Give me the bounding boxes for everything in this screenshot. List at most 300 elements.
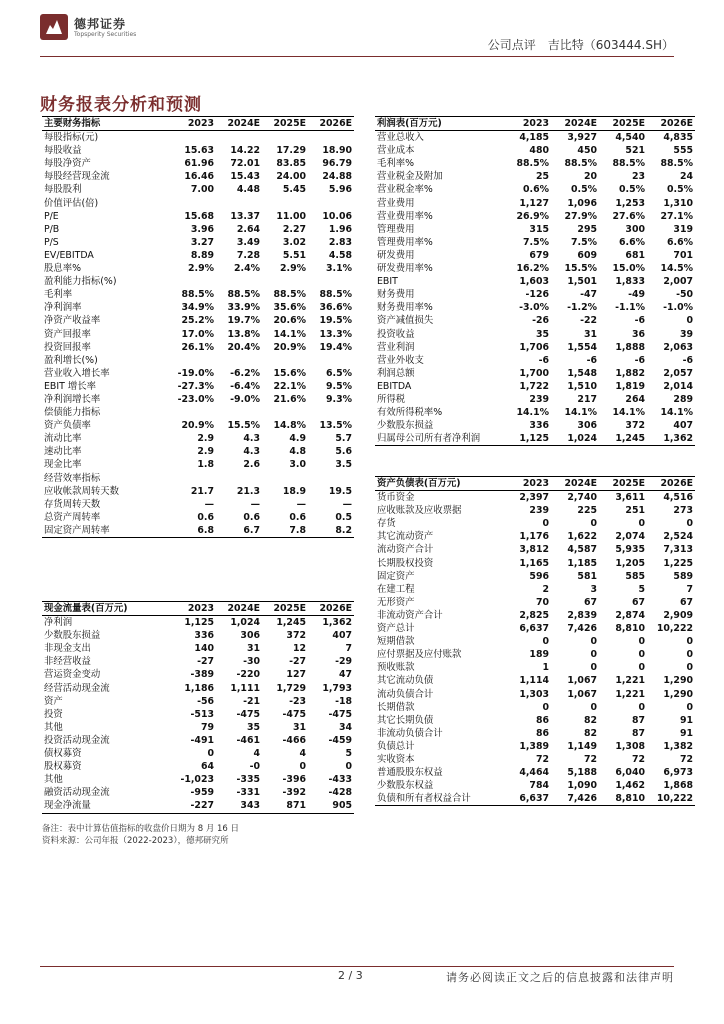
- cell-value: -6: [634, 315, 645, 327]
- cell-value: 1,176: [519, 531, 549, 543]
- cell-value: 1,700: [519, 367, 549, 379]
- cell-value: 5.45: [282, 184, 306, 196]
- cell-value: -126: [525, 289, 549, 301]
- row-label: 营业费用率%: [377, 210, 433, 222]
- cell-value: 31: [292, 721, 306, 733]
- cell-value: 2.9%: [187, 263, 214, 275]
- cell-value: 15.63: [184, 145, 214, 157]
- cell-value: 16.2%: [516, 263, 549, 275]
- cell-value: 36.6%: [319, 302, 352, 314]
- cell-value: 1,067: [567, 675, 597, 687]
- cell-value: 20.9%: [181, 420, 214, 432]
- cell-value: 1,127: [519, 197, 549, 209]
- cell-value: 23: [631, 171, 645, 183]
- table-row: [375, 779, 695, 792]
- cell-value: 1,165: [519, 557, 549, 569]
- cell-value: 1,888: [615, 341, 645, 353]
- cell-value: 0: [590, 649, 597, 661]
- cell-value: 17.29: [276, 145, 306, 157]
- row-label: 少数股东损益: [44, 630, 101, 642]
- cell-value: [170, 275, 216, 288]
- cell-value: 2,074: [615, 531, 645, 543]
- table-row: [375, 223, 695, 236]
- table-row: [375, 557, 695, 570]
- cell-value: -475: [328, 708, 352, 720]
- company-logo: [40, 14, 170, 42]
- cell-value: 5: [345, 748, 352, 760]
- row-label: 短期借款: [377, 636, 415, 648]
- cell-value: 21.6%: [273, 393, 306, 405]
- table-title: 利润表(百万元): [375, 117, 503, 131]
- cell-value: 88.5%: [516, 158, 549, 170]
- table-header-row: [42, 117, 354, 131]
- row-label: 长期股权投资: [377, 557, 434, 569]
- table-row: [42, 695, 354, 708]
- table-row: [375, 714, 695, 727]
- row-label: 投资收益: [377, 328, 415, 340]
- row-label: 总资产周转率: [44, 511, 101, 523]
- balance-sheet-table: [375, 476, 695, 806]
- table-row: [375, 393, 695, 406]
- year-header: 2024E: [216, 117, 262, 131]
- cell-value: 14.1%: [516, 407, 549, 419]
- cell-value: 0.6: [243, 511, 260, 523]
- cell-value: 336: [194, 630, 214, 642]
- cell-value: 0: [638, 701, 645, 713]
- table-row: [375, 688, 695, 701]
- cell-value: 7,426: [567, 623, 597, 635]
- cell-value: -959: [190, 787, 214, 799]
- cell-value: 1,308: [615, 740, 645, 752]
- cell-value: 1,382: [663, 740, 693, 752]
- row-label: 净利润增长率: [44, 393, 101, 405]
- table-row: [42, 445, 354, 458]
- row-label: 有效所得税率%: [377, 407, 443, 419]
- cell-value: 140: [194, 643, 214, 655]
- cell-value: 87: [631, 714, 645, 726]
- cell-value: 14.1%: [273, 328, 306, 340]
- row-label: 普通股股东权益: [377, 767, 443, 779]
- row-label: 实收资本: [377, 753, 415, 765]
- cell-value: -23: [289, 695, 306, 707]
- cell-value: 15.5%: [564, 263, 597, 275]
- cell-value: 0: [638, 662, 645, 674]
- cell-value: -331: [236, 787, 260, 799]
- row-label: 资产减值损失: [377, 315, 434, 327]
- cell-value: 47: [338, 669, 352, 681]
- row-label: 利润总额: [377, 367, 415, 379]
- cell-value: 0.5%: [666, 184, 693, 196]
- cell-value: 64: [200, 761, 214, 773]
- table-row: [375, 183, 695, 196]
- table-row: [42, 210, 354, 223]
- cell-value: 19.5: [328, 485, 352, 497]
- year-header: 2025E: [599, 477, 647, 491]
- table-row: [42, 393, 354, 406]
- table-header-row: [42, 602, 354, 616]
- cell-value: 14.5%: [660, 263, 693, 275]
- cell-value: 0: [686, 315, 693, 327]
- year-header: 2025E: [262, 117, 308, 131]
- year-header: 2026E: [647, 117, 695, 131]
- cell-value: 72: [679, 753, 693, 765]
- cell-value: 88.5%: [273, 289, 306, 301]
- row-label: P/E: [44, 210, 59, 222]
- row-label: 每股指标(元): [44, 132, 99, 144]
- cell-value: 0: [590, 662, 597, 674]
- cell-value: 6,973: [663, 767, 693, 779]
- row-label: 投资回报率: [44, 341, 91, 353]
- table-row: [42, 288, 354, 301]
- cell-value: [216, 197, 262, 210]
- table-row: [375, 275, 695, 288]
- cell-value: 0: [590, 636, 597, 648]
- cell-value: 4.3: [243, 446, 260, 458]
- year-header: 2024E: [216, 602, 262, 616]
- cell-value: —: [296, 498, 306, 510]
- cell-value: 295: [577, 223, 597, 235]
- cell-value: 10,222: [647, 792, 695, 806]
- cell-value: 273: [673, 505, 693, 517]
- cell-value: 17.0%: [181, 328, 214, 340]
- cell-value: 0.6: [289, 511, 306, 523]
- row-label: 财务费用率%: [377, 302, 433, 314]
- table-row: [375, 367, 695, 380]
- cell-value: 1,303: [519, 688, 549, 700]
- cell-value: 315: [529, 223, 549, 235]
- cell-value: 2.6: [243, 459, 260, 471]
- cell-value: [262, 354, 308, 367]
- table-row: [42, 432, 354, 445]
- cell-value: -3.0%: [519, 302, 549, 314]
- cell-value: 34: [338, 721, 352, 733]
- row-label: 归属母公司所有者净利润: [375, 432, 503, 446]
- cell-value: 239: [529, 505, 549, 517]
- cell-value: -389: [190, 669, 214, 681]
- cell-value: 1,024: [230, 617, 260, 629]
- cell-value: 3.49: [236, 236, 260, 248]
- cell-value: 5: [638, 583, 645, 595]
- table-row: [375, 543, 695, 556]
- table-row: [375, 674, 695, 687]
- table-row: [42, 616, 354, 630]
- income-statement-table: [375, 116, 695, 446]
- cell-value: 61.96: [184, 158, 214, 170]
- row-label: EBIT: [377, 276, 398, 288]
- cell-value: 2.9: [197, 433, 214, 445]
- logo-subtext: Topsperity Securities: [74, 31, 137, 38]
- table-header-row: [375, 477, 695, 491]
- cell-value: 35.6%: [273, 302, 306, 314]
- cell-value: -1.2%: [567, 302, 597, 314]
- cell-value: 1,882: [615, 367, 645, 379]
- cell-value: 14.1%: [612, 407, 645, 419]
- cell-value: [216, 472, 262, 485]
- cell-value: 127: [286, 669, 306, 681]
- row-label: 营业总收入: [377, 132, 424, 144]
- cell-value: 1,024: [551, 432, 599, 446]
- header-divider: [40, 56, 674, 57]
- cell-value: 15.5%: [227, 420, 260, 432]
- cell-value: -27.3%: [177, 380, 214, 392]
- cell-value: 6.6%: [618, 236, 645, 248]
- cell-value: -428: [328, 787, 352, 799]
- cell-value: 1,462: [615, 780, 645, 792]
- table-row: [42, 472, 354, 485]
- cell-value: 15.43: [230, 171, 260, 183]
- table-row: [42, 485, 354, 498]
- cell-value: 14.22: [230, 145, 260, 157]
- cell-value: 88.5%: [612, 158, 645, 170]
- cell-value: 0: [590, 701, 597, 713]
- cell-value: 3,611: [615, 492, 645, 504]
- table-row: [42, 747, 354, 760]
- year-header: 2024E: [551, 117, 599, 131]
- cell-value: 1,205: [615, 557, 645, 569]
- cell-value: 15.68: [184, 210, 214, 222]
- row-label: 货币资金: [377, 492, 415, 504]
- cell-value: -461: [236, 734, 260, 746]
- row-label: 预收账款: [377, 662, 415, 674]
- cell-value: 336: [529, 420, 549, 432]
- row-label: 每股经营现金流: [44, 171, 110, 183]
- cell-value: 13.8%: [227, 328, 260, 340]
- cell-value: 4,540: [615, 132, 645, 144]
- cell-value: 1,090: [567, 780, 597, 792]
- footer-disclaimer: 请务必阅读正文之后的信息披露和法律声明: [446, 971, 674, 984]
- cell-value: 217: [577, 393, 597, 405]
- table-row: [375, 210, 695, 223]
- cell-value: 67: [631, 596, 645, 608]
- cell-value: 4.9: [289, 433, 306, 445]
- cell-value: 6,040: [615, 767, 645, 779]
- cell-value: 1.8: [197, 459, 214, 471]
- cell-value: 0.6: [197, 511, 214, 523]
- row-label: 其它长期负债: [377, 714, 434, 726]
- row-label: 营业费用: [377, 197, 415, 209]
- table-row: [375, 157, 695, 170]
- cell-value: 1,833: [615, 276, 645, 288]
- cell-value: 189: [529, 649, 549, 661]
- row-label: 盈利能力指标(%): [44, 276, 117, 288]
- cell-value: 88.5%: [181, 289, 214, 301]
- cell-value: 13.3%: [319, 328, 352, 340]
- cell-value: 1,253: [615, 197, 645, 209]
- row-label: 净利润: [44, 617, 73, 629]
- cell-value: -49: [628, 289, 645, 301]
- cell-value: 1,125: [503, 432, 551, 446]
- cell-value: 4.8: [289, 446, 306, 458]
- cell-value: 681: [625, 249, 645, 261]
- row-label: 非流动资产合计: [377, 609, 443, 621]
- cell-value: 35: [246, 721, 260, 733]
- cell-value: 1,096: [567, 197, 597, 209]
- table-title: 现金流量表(百万元): [42, 602, 170, 616]
- cell-value: 67: [583, 596, 597, 608]
- table-row: [42, 406, 354, 419]
- row-label: 速动比率: [44, 446, 82, 458]
- cell-value: -27: [289, 656, 306, 668]
- row-label: 融资活动现金流: [44, 787, 110, 799]
- cell-value: 4,516: [663, 492, 693, 504]
- cell-value: 585: [625, 570, 645, 582]
- table-row: [375, 354, 695, 367]
- cell-value: 96.79: [322, 158, 352, 170]
- cell-value: 0: [686, 649, 693, 661]
- cell-value: 3.96: [190, 223, 214, 235]
- table-row: [42, 144, 354, 157]
- cell-value: -6.4%: [230, 380, 260, 392]
- row-label: 应收帐款周转天数: [44, 485, 120, 497]
- row-label: EV/EBITDA: [44, 249, 94, 261]
- table-row: [375, 661, 695, 674]
- cell-value: 609: [577, 249, 597, 261]
- page-number: 2 / 3: [338, 969, 363, 982]
- section-title: 财务报表分析和预测: [40, 95, 202, 115]
- cell-value: 20.9%: [273, 341, 306, 353]
- cell-value: 1,722: [519, 380, 549, 392]
- row-label: 营业税金率%: [377, 184, 433, 196]
- row-label: EBIT 增长率: [44, 380, 96, 392]
- cell-value: [262, 472, 308, 485]
- cell-value: 905: [308, 799, 354, 813]
- table-row: [375, 504, 695, 517]
- cell-value: 1,793: [322, 682, 352, 694]
- cell-value: 6,637: [503, 792, 551, 806]
- table-row: [375, 406, 695, 419]
- cell-value: 5,935: [615, 544, 645, 556]
- cell-value: 6.8: [170, 524, 216, 538]
- cell-value: 1,225: [663, 557, 693, 569]
- cell-value: -30: [243, 656, 260, 668]
- cell-value: [308, 354, 354, 367]
- cell-value: 20.6%: [273, 315, 306, 327]
- table-row: [375, 236, 695, 249]
- table-row: [42, 629, 354, 642]
- cell-value: 14.1%: [564, 407, 597, 419]
- cell-value: -1,023: [180, 774, 214, 786]
- cell-value: -491: [190, 734, 214, 746]
- cell-value: 26.1%: [181, 341, 214, 353]
- cell-value: [308, 197, 354, 210]
- cell-value: 7.5%: [570, 236, 597, 248]
- table-header-row: [375, 117, 695, 131]
- cell-value: 1,067: [567, 688, 597, 700]
- cell-value: 31: [246, 643, 260, 655]
- cell-value: 2,057: [663, 367, 693, 379]
- table-row: [375, 727, 695, 740]
- cell-value: 1,290: [663, 688, 693, 700]
- cell-value: 24.88: [322, 171, 352, 183]
- row-label: 每股收益: [44, 145, 82, 157]
- cell-value: 0.6%: [522, 184, 549, 196]
- row-label: 少数股东权益: [377, 780, 434, 792]
- cell-value: 0: [542, 701, 549, 713]
- cell-value: -396: [282, 774, 306, 786]
- row-label: 研发费用: [377, 249, 415, 261]
- cell-value: 0: [686, 636, 693, 648]
- table-row: [375, 314, 695, 327]
- cell-value: 20: [583, 171, 597, 183]
- cell-value: 36: [631, 328, 645, 340]
- table-row: [375, 491, 695, 505]
- row-label: 应付票据及应付账款: [377, 649, 462, 661]
- row-label: 流动资产合计: [377, 544, 434, 556]
- cell-value: 2,874: [615, 609, 645, 621]
- cell-value: 1,706: [519, 341, 549, 353]
- cell-value: 450: [577, 145, 597, 157]
- cell-value: 22.1%: [273, 380, 306, 392]
- table-row: [42, 760, 354, 773]
- cell-value: 0: [299, 761, 306, 773]
- cell-value: 871: [262, 799, 308, 813]
- cell-value: 1,125: [184, 617, 214, 629]
- cell-value: 88.5%: [319, 289, 352, 301]
- cell-value: 372: [286, 630, 306, 642]
- row-label: 现金比率: [44, 459, 82, 471]
- cell-value: -392: [282, 787, 306, 799]
- table-row: [42, 197, 354, 210]
- row-label: P/B: [44, 223, 60, 235]
- cell-value: 0: [345, 761, 352, 773]
- row-label: 投资: [44, 708, 63, 720]
- table-row: [42, 708, 354, 721]
- cell-value: [170, 197, 216, 210]
- row-label: 少数股东损益: [377, 420, 434, 432]
- table-row: [42, 301, 354, 314]
- cell-value: 88.5%: [564, 158, 597, 170]
- row-label: 非现金支出: [44, 643, 91, 655]
- row-label: 其他: [44, 774, 63, 786]
- row-label: 应收账款及应收票据: [377, 505, 462, 517]
- table-row: [42, 524, 354, 538]
- cell-value: -9.0%: [230, 393, 260, 405]
- table-row: [42, 668, 354, 681]
- cell-value: 13.37: [230, 210, 260, 222]
- cell-value: 72: [535, 753, 549, 765]
- cell-value: 15.0%: [612, 263, 645, 275]
- table-row: [375, 583, 695, 596]
- cell-value: 4.58: [328, 249, 352, 261]
- cell-value: 7,313: [663, 544, 693, 556]
- year-header: 2023: [170, 117, 216, 131]
- cell-value: 1,729: [276, 682, 306, 694]
- cell-value: 10.06: [322, 210, 352, 222]
- row-label: 每股净资产: [44, 158, 91, 170]
- cell-value: 27.1%: [660, 210, 693, 222]
- cell-value: [308, 472, 354, 485]
- table-row: [42, 458, 354, 471]
- cell-value: 91: [679, 727, 693, 739]
- table-row: [42, 183, 354, 196]
- table-row: [42, 223, 354, 236]
- cell-value: -466: [282, 734, 306, 746]
- cell-value: 1,245: [276, 617, 306, 629]
- cell-value: 0: [542, 518, 549, 530]
- row-label: 经营活动现金流: [44, 682, 110, 694]
- table-row: [375, 648, 695, 661]
- table-row: [42, 367, 354, 380]
- row-label: 固定资产周转率: [42, 524, 170, 538]
- table-row: [42, 328, 354, 341]
- cell-value: 581: [577, 570, 597, 582]
- cell-value: 0: [638, 649, 645, 661]
- cell-value: 555: [673, 145, 693, 157]
- cell-value: 35: [535, 328, 549, 340]
- cell-value: 0: [638, 518, 645, 530]
- cell-value: 2,397: [519, 492, 549, 504]
- cell-value: 306: [577, 420, 597, 432]
